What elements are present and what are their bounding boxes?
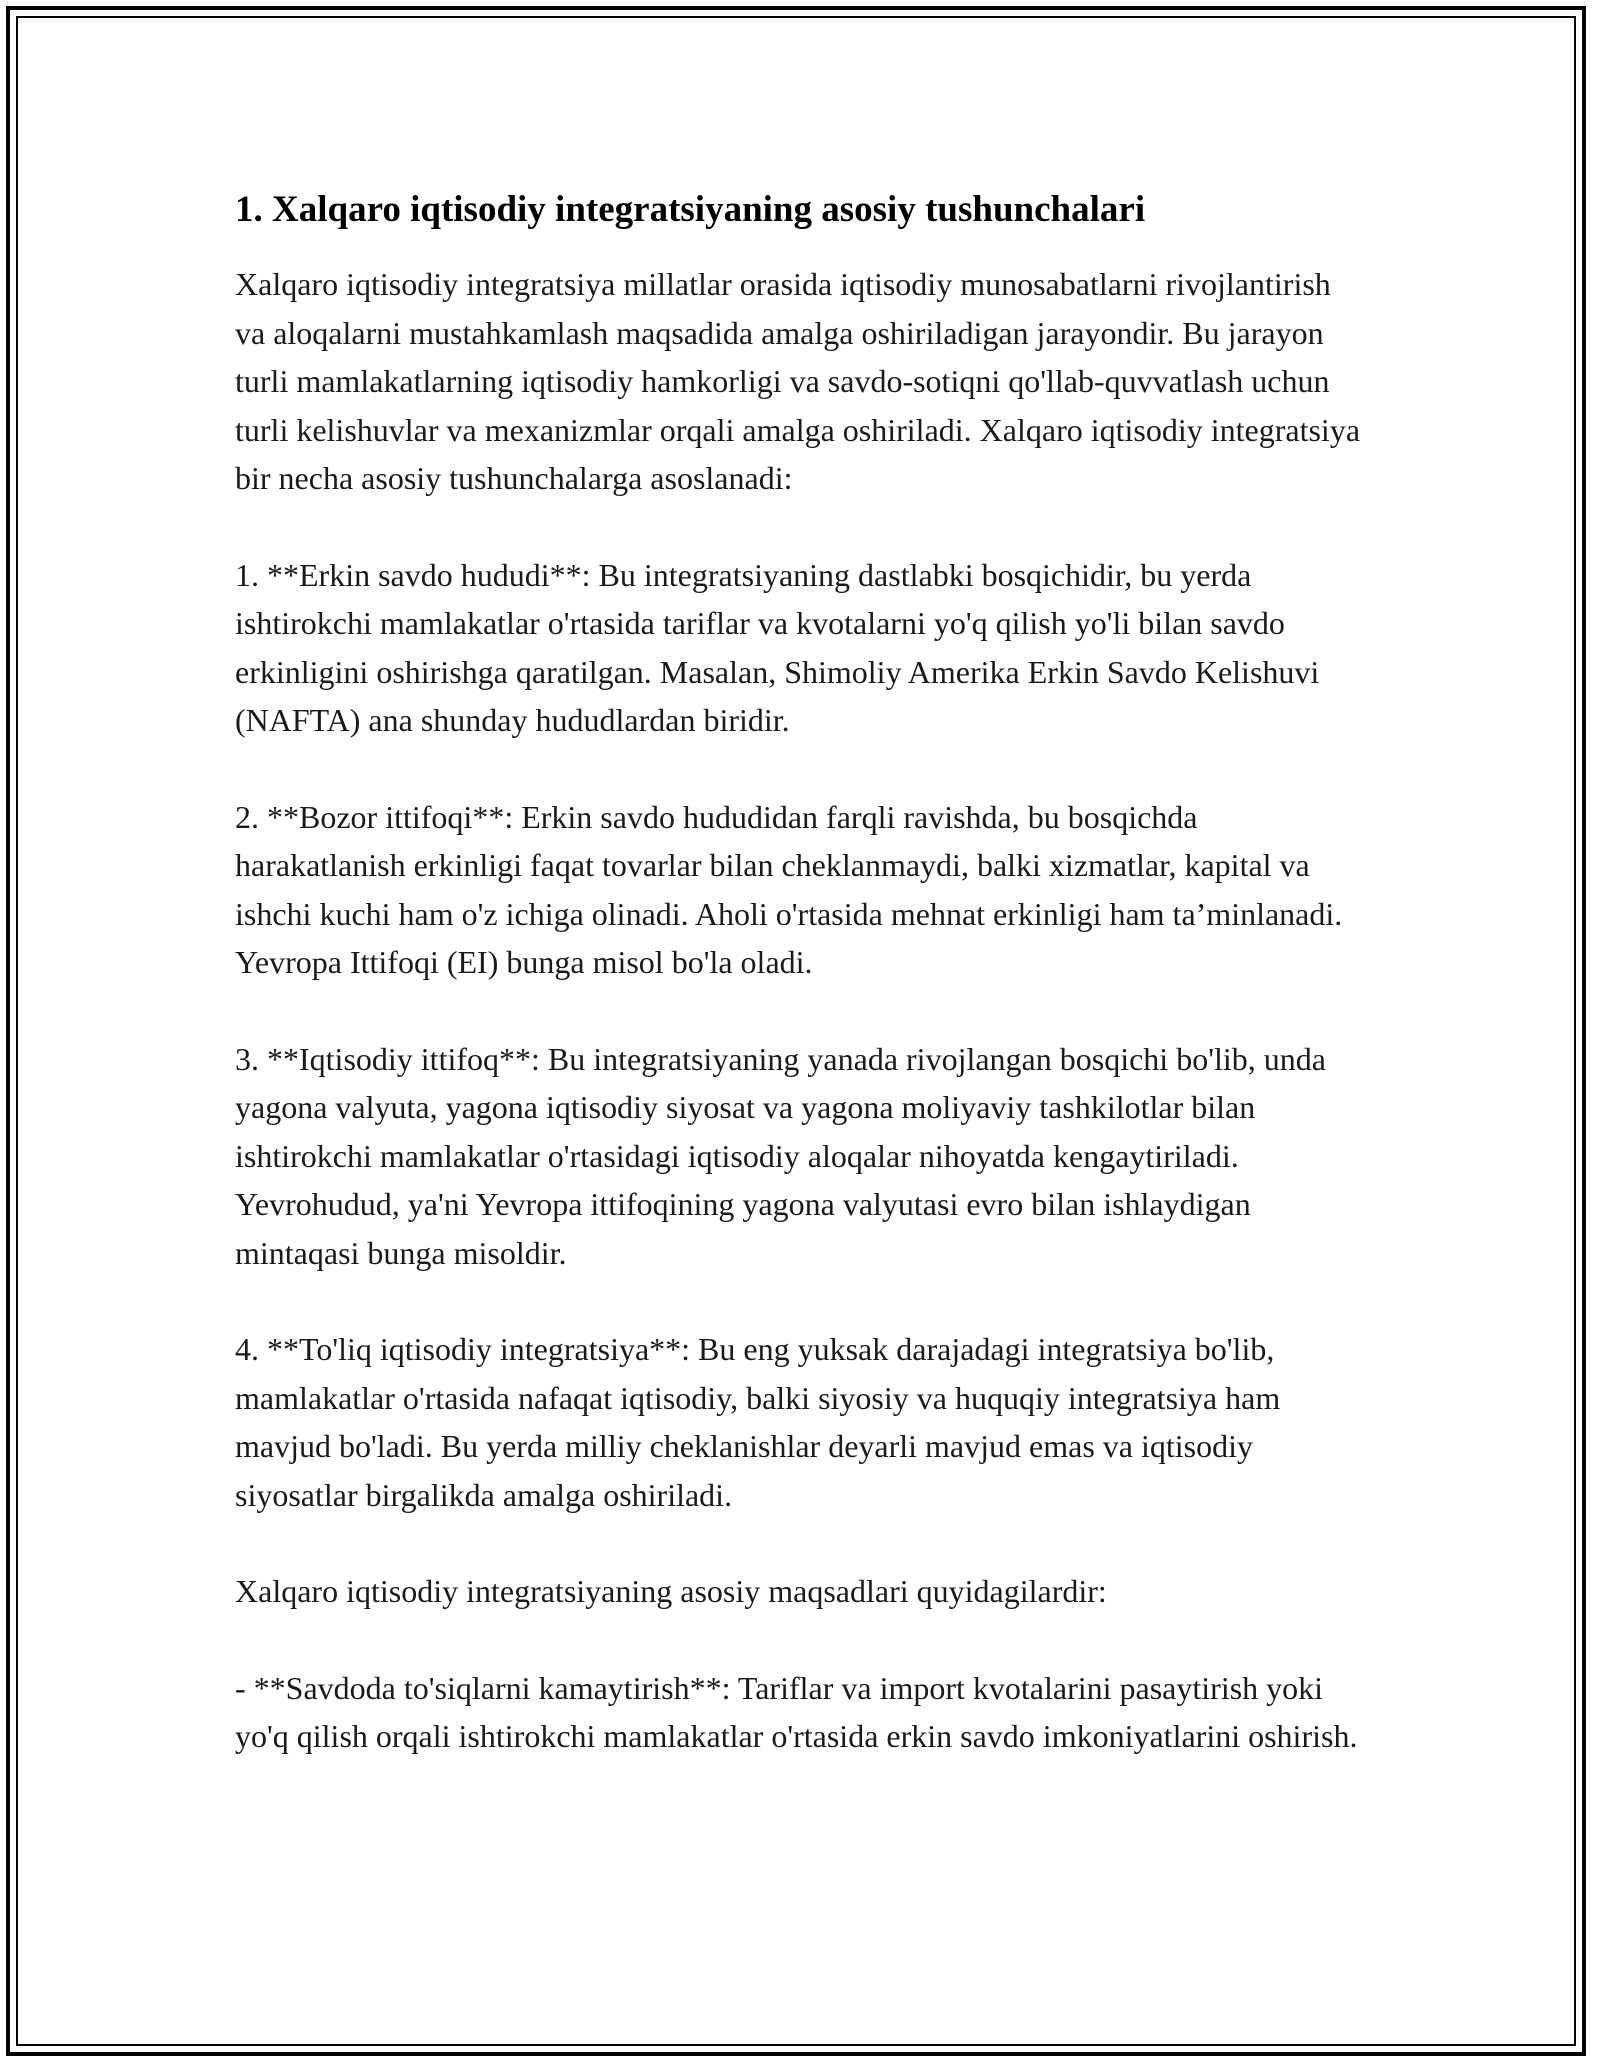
paragraph-market-union: 2. **Bozor ittifoqi**: Erkin savdo hududidan farqli ravishda, bu bosqichda harakatlanish erkinligi faqat tovarlar bilan cheklanmaydi, balki xizmatlar, kapital va ishchi kuchi ham o'z ichiga olinadi. Aholi o'rtasida mehnat erkinligi ham ta’minlanadi. Yevropa Ittifoqi (EI) bunga misol bo'la oladi.	[235, 798, 1343, 980]
paragraph-full-integration: 4. **To'liq iqtisodiy integratsiya**: Bu eng yuksak darajadagi integratsiya bo'lib, mamlakatlar o'rtasida nafaqat iqtisodiy, balki siyosiy va huquqiy integratsiya ham mavjud bo'ladi. Bu yerda milliy cheklanishlar deyarli mavjud emas va iqtisodiy siyosatlar birgalikda amalga oshiriladi.	[235, 1331, 1281, 1513]
paragraph-goals-intro: Xalqaro iqtisodiy integratsiyaning asosiy maqsadlari quyidagilardir:	[235, 1573, 1107, 1609]
document-body	[235, 186, 1365, 1809]
paragraph-free-trade-area: 1. **Erkin savdo hududi**: Bu integratsiyaning dastlabki bosqichidir, bu yerda ishtirokchi mamlakatlar o'rtasida tariflar va kvotalarni yo'q qilish yo'li bilan savdo erkinligini oshirishga qaratilgan. Masalan, Shimoliy Amerika Erkin Savdo Kelishuvi (NAFTA) ana shunday hududlardan biridir.	[235, 556, 1320, 738]
section-heading: 1. Xalqaro iqtisodiy integratsiyaning asosiy tushunchalari	[235, 189, 1146, 230]
intro-paragraph: Xalqaro iqtisodiy integratsiya millatlar orasida iqtisodiy munosabatlarni rivojlantirish va aloqalarni mustahkamlash maqsadida amalga oshiriladigan jarayondir. Bu jarayon turli mamlakatlarning iqtisodiy hamkorligi va savdo-sotiqni qo'llab-quvvatlash uchun turli kelishuvlar va mexanizmlar orqali amalga oshiriladi. Xalqaro iqtisodiy integratsiya bir necha asosiy tushunchalarga asoslanadi:	[235, 266, 1361, 496]
paragraph-economic-union: 3. **Iqtisodiy ittifoq**: Bu integratsiyaning yanada rivojlangan bosqichi bo'lib, unda yagona valyuta, yagona iqtisodiy siyosat va yagona moliyaviy tashkilotlar bilan ishtirokchi mamlakatlar o'rtasidagi iqtisodiy aloqalar nihoyatda kengaytiriladi. Yevrohudud, ya'ni Yevropa ittifoqining yagona valyutasi evro bilan ishlaydigan mintaqasi bunga misoldir.	[235, 1040, 1326, 1271]
paragraph-goal-trade-barriers: - **Savdoda to'siqlarni kamaytirish**: Tariflar va import kvotalarini pasaytirish yoki yo'q qilish orqali ishtirokchi mamlakatlar o'rtasida erkin savdo imkoniyatlarini oshirish.	[235, 1669, 1358, 1754]
